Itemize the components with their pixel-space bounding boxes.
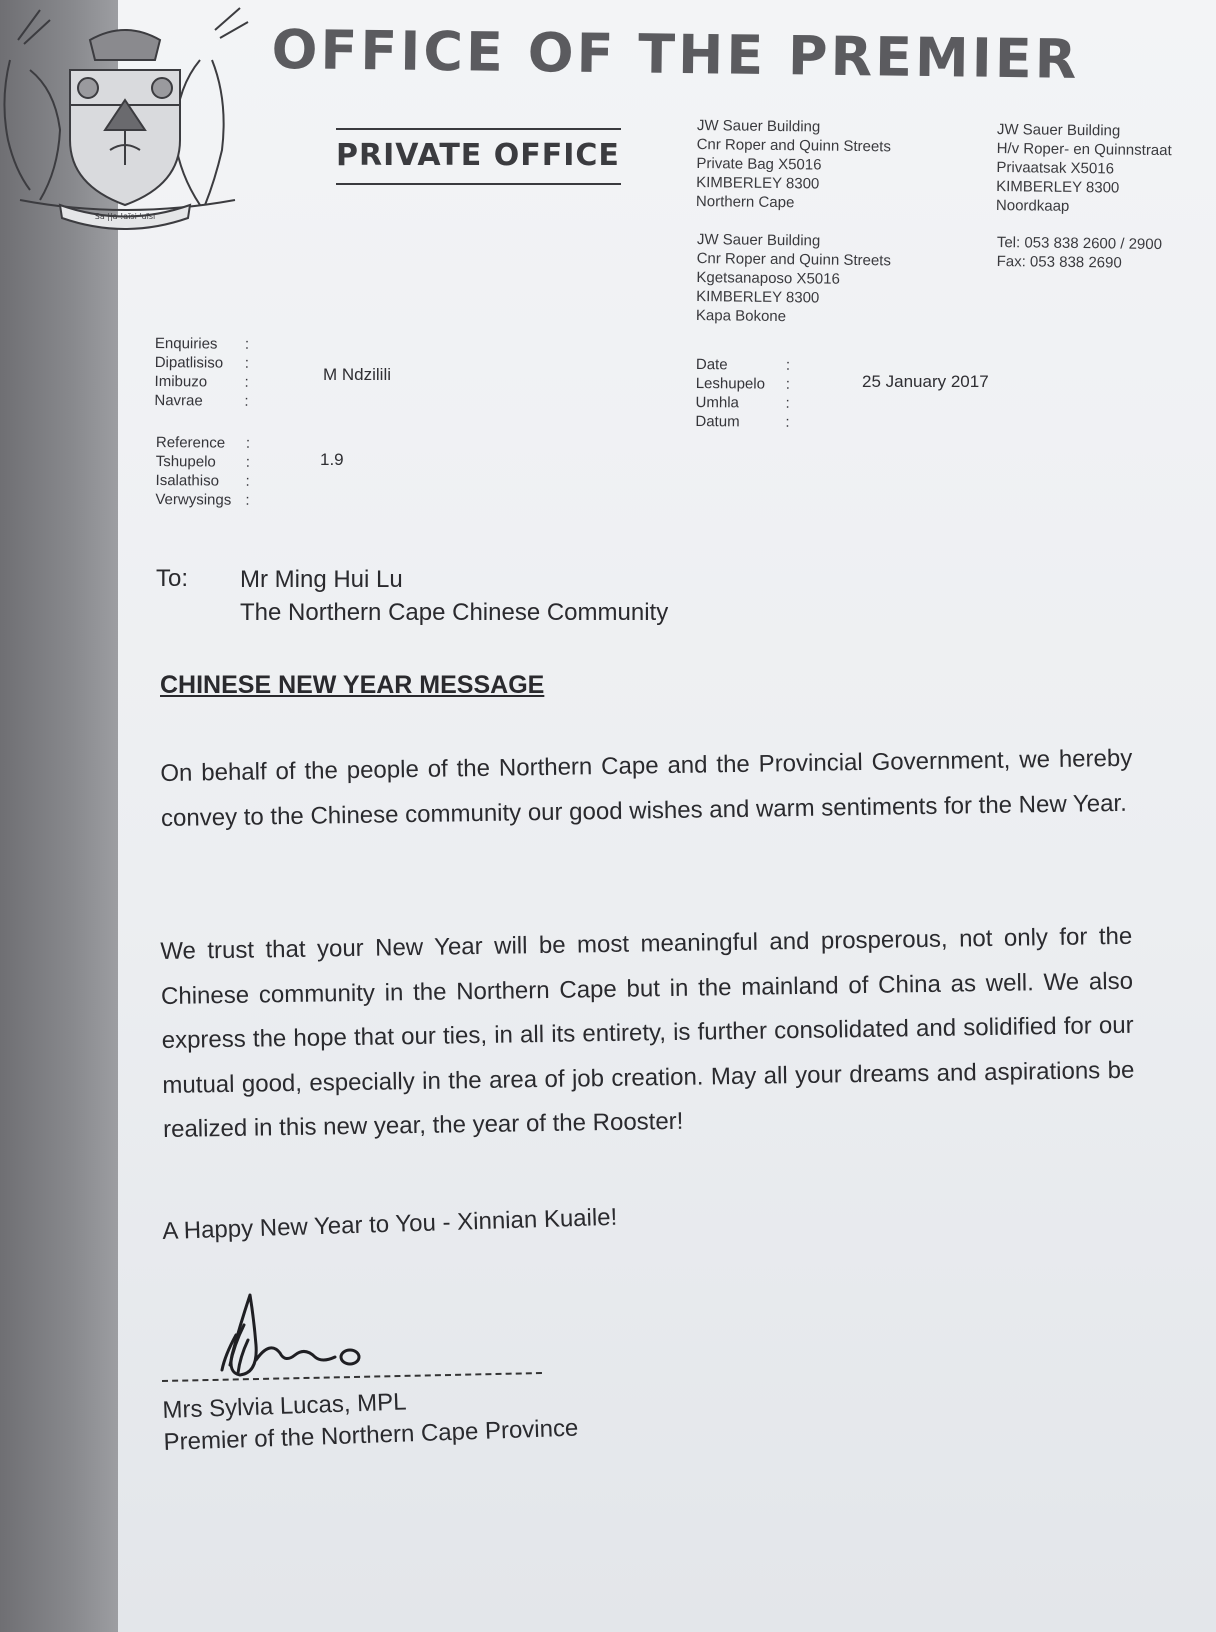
- to-label: To:: [156, 565, 189, 592]
- field-label: Verwysings: [155, 490, 232, 509]
- field-label: Datum: [695, 412, 740, 431]
- enquiries-value: M Ndzilili: [323, 365, 391, 384]
- reference-value: 1.9: [320, 450, 344, 469]
- field-separator: :: [245, 453, 250, 471]
- field-separator: :: [785, 394, 790, 412]
- address-afrikaans: [996, 120, 1172, 217]
- divider: [336, 183, 621, 185]
- greeting: A Happy New Year to You - Xinnian Kuaile!: [162, 1203, 618, 1245]
- address-line: Privaatsak X5016: [996, 158, 1115, 178]
- field-separator: :: [244, 392, 249, 410]
- field-separator: :: [244, 335, 250, 353]
- field-label: Date: [695, 355, 728, 374]
- fax: Fax: 053 838 2690: [996, 252, 1122, 272]
- field-label: Dipatlisiso: [154, 353, 224, 372]
- page-shadow: [0, 0, 132, 1632]
- field-separator: :: [244, 354, 249, 372]
- field-label: Navrae: [154, 391, 203, 410]
- telephone: Tel: 053 838 2600 / 2900: [996, 233, 1163, 254]
- field-label: Leshupelo: [695, 374, 766, 393]
- field-separator: :: [785, 356, 791, 374]
- field-label: Reference: [155, 433, 226, 452]
- address-line: KIMBERLEY 8300: [696, 173, 820, 193]
- address-line: Private Bag X5016: [696, 154, 822, 174]
- address-line: Cnr Roper and Quinn Streets: [696, 135, 892, 156]
- field-separator: :: [245, 434, 251, 452]
- coat-of-arms-icon: [0, 0, 255, 230]
- field-separator: :: [785, 375, 790, 393]
- address-line: Cnr Roper and Quinn Streets: [696, 249, 892, 270]
- signatory-name: Mrs Sylvia Lucas, MPL: [162, 1388, 407, 1424]
- reference-labels: [155, 433, 250, 510]
- crest-motto: Sa ||a !aĩsi 'uĩsi: [94, 212, 156, 221]
- enquiries-labels: [154, 334, 249, 411]
- address-line: KIMBERLEY 8300: [696, 287, 820, 307]
- contact-numbers: [997, 233, 1163, 273]
- office-title: OFFICE OF THE PREMIER: [271, 18, 1080, 91]
- address-line: Kgetsanaposo X5016: [696, 268, 840, 288]
- address-line: JW Sauer Building: [696, 116, 821, 136]
- address-line: Northern Cape: [695, 192, 795, 212]
- private-office-block: [336, 128, 621, 185]
- address-line: H/v Roper- en Quinnstraat: [996, 139, 1172, 160]
- address-line: KIMBERLEY 8300: [996, 177, 1120, 197]
- field-label: Enquiries: [154, 334, 218, 353]
- field-separator: :: [244, 373, 249, 391]
- date-value: 25 January 2017: [862, 372, 989, 391]
- address-setswana: [696, 230, 891, 327]
- field-separator: :: [245, 472, 250, 490]
- recipient-name: Mr Ming Hui Lu: [240, 566, 403, 593]
- address-line: Noordkaap: [995, 196, 1070, 215]
- field-label: Tshupelo: [155, 452, 216, 471]
- paragraph-2: We trust that your New Year will be most meaningful and prosperous, not only for the Chinese community in the Northern Cape but in the mainland of China as well. We also express the hope that our ties, in all its entirety, is further consolidated and solidified for our mutual good, especially in the area of job creation. May all your dreams and aspirations be realized in this new year, the year of the Rooster!: [160, 922, 1135, 1143]
- signatory-title: Premier of the Northern Cape Province: [163, 1414, 579, 1456]
- field-separator: :: [245, 491, 250, 509]
- letter-subject: CHINESE NEW YEAR MESSAGE: [160, 671, 545, 699]
- address-line: Kapa Bokone: [695, 306, 787, 326]
- address-line: JW Sauer Building: [696, 230, 821, 250]
- recipient-organisation: The Northern Cape Chinese Community: [240, 599, 669, 626]
- field-separator: :: [785, 413, 790, 431]
- handwritten-signature: [210, 1285, 390, 1385]
- recipient-block: [240, 563, 668, 629]
- field-label: Imibuzo: [154, 372, 208, 391]
- private-office-heading: PRIVATE OFFICE: [336, 138, 620, 173]
- address-line: JW Sauer Building: [996, 120, 1121, 140]
- field-label: Isalathiso: [155, 471, 220, 490]
- date-labels: [695, 355, 790, 432]
- address-english: [696, 116, 891, 213]
- field-label: Umhla: [695, 393, 740, 412]
- paragraph-1: On behalf of the people of the Northern Cape and the Provincial Government, we hereby convey to the Chinese community our good wishes and warm sentiments for the New Year.: [160, 744, 1133, 832]
